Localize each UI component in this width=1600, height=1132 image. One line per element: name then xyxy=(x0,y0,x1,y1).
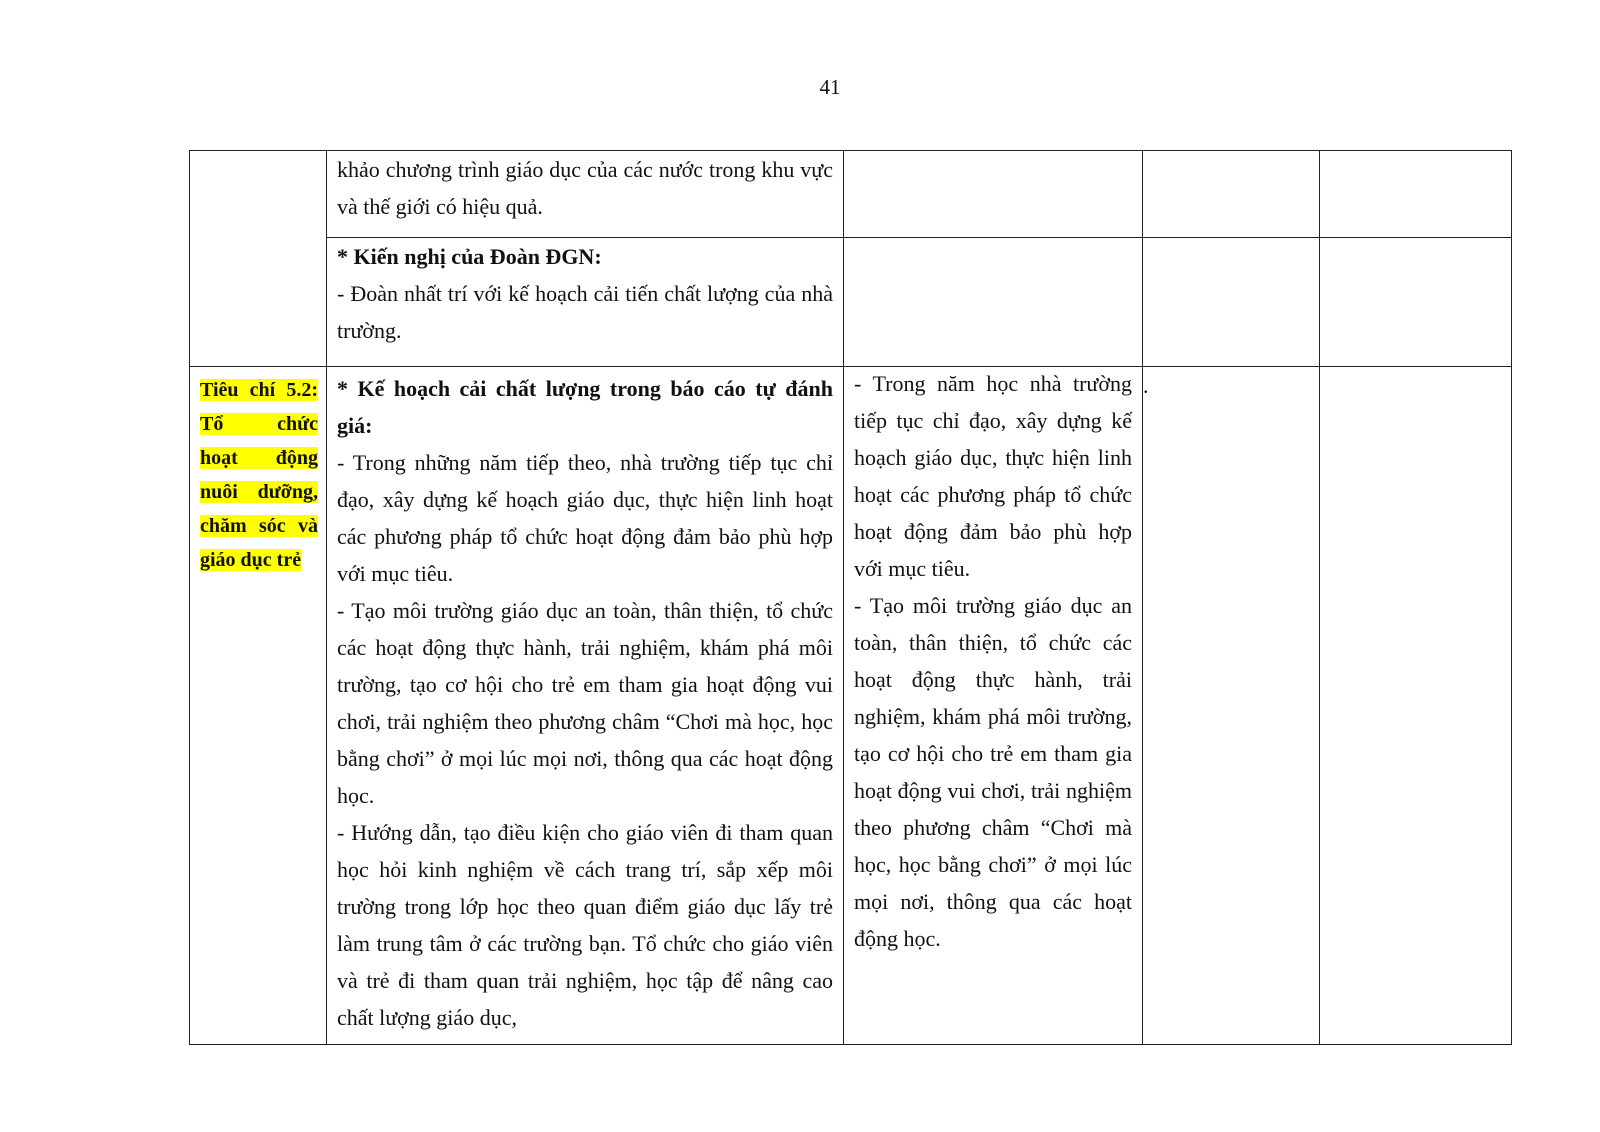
criterion-cell-empty xyxy=(190,151,327,367)
criterion-line: giáo dục trẻ xyxy=(200,549,302,571)
evaluation-table xyxy=(189,150,1512,1045)
criterion-line: chăm sóc và xyxy=(200,515,318,537)
note-cell xyxy=(1143,151,1320,238)
criterion-title: Tiêu chí 5.2: xyxy=(200,379,318,401)
criterion-line: Tổ chức xyxy=(200,413,318,435)
table-row xyxy=(190,238,1512,367)
table-row xyxy=(190,367,1512,1045)
plan-cell xyxy=(327,151,844,238)
result-cell xyxy=(844,367,1143,1045)
page-number: 41 xyxy=(819,75,841,99)
result-cell xyxy=(844,238,1143,367)
self-assessment-heading: * Kế hoạch cải chất lượng trong báo cáo tự đánh giá: xyxy=(337,376,833,438)
note-cell xyxy=(1143,367,1320,1045)
table-row xyxy=(190,151,1512,238)
plan-cell xyxy=(327,238,844,367)
plan-paragraph: khảo chương trình giáo dục của các nước trong khu vực và thế giới có hiệu quả. xyxy=(337,157,833,219)
plan-cell xyxy=(327,367,844,1045)
plan-paragraph: - Đoàn nhất trí với kế hoạch cải tiến chất lượng của nhà trường. xyxy=(337,281,833,343)
plan-paragraph: - Tạo môi trường giáo dục an toàn, thân thiện, tổ chức các hoạt động thực hành, trải nghiệm, khám phá môi trường, tạo cơ hội cho trẻ em tham gia hoạt động vui chơi, trải nghiệm theo phương châm “Chơi mà học, học bằng chơi” ở mọi lúc mọi nơi, thông qua các hoạt động học. xyxy=(337,598,833,808)
recommendation-heading: * Kiến nghị của Đoàn ĐGN: xyxy=(337,244,602,269)
plan-paragraph: - Hướng dẫn, tạo điều kiện cho giáo viên đi tham quan học hỏi kinh nghiệm về cách trang trí, sắp xếp môi trường trong lớp học theo quan điểm giáo dục lấy trẻ làm trung tâm ở các trường bạn. Tổ chức cho giáo viên và trẻ đi tham quan trải nghiệm, học tập để nâng cao chất lượng giáo dục, xyxy=(337,820,833,1030)
extra-cell xyxy=(1320,151,1512,238)
criterion-cell xyxy=(190,367,327,1045)
result-cell xyxy=(844,151,1143,238)
extra-cell xyxy=(1320,367,1512,1045)
note-mark: . xyxy=(1143,373,1149,398)
result-paragraph: - Trong năm học nhà trường tiếp tục chỉ đạo, xây dựng kế hoạch giáo dục, thực hiện linh hoạt các phương pháp tổ chức hoạt động đảm bảo phù hợp với mục tiêu. xyxy=(854,371,1132,581)
criterion-line: hoạt động xyxy=(200,447,318,469)
extra-cell xyxy=(1320,238,1512,367)
note-cell xyxy=(1143,238,1320,367)
result-paragraph: - Tạo môi trường giáo dục an toàn, thân thiện, tổ chức các hoạt động thực hành, trải nghiệm, khám phá môi trường, tạo cơ hội cho trẻ em tham gia hoạt động vui chơi, trải nghiệm theo phương châm “Chơi mà học, học bằng chơi” ở mọi lúc mọi nơi, thông qua các hoạt động học. xyxy=(854,593,1132,951)
criterion-line: nuôi dưỡng, xyxy=(200,481,318,503)
plan-paragraph: - Trong những năm tiếp theo, nhà trường tiếp tục chỉ đạo, xây dựng kế hoạch giáo dục, thực hiện linh hoạt các phương pháp tổ chức hoạt động đảm bảo phù hợp với mục tiêu. xyxy=(337,450,833,586)
